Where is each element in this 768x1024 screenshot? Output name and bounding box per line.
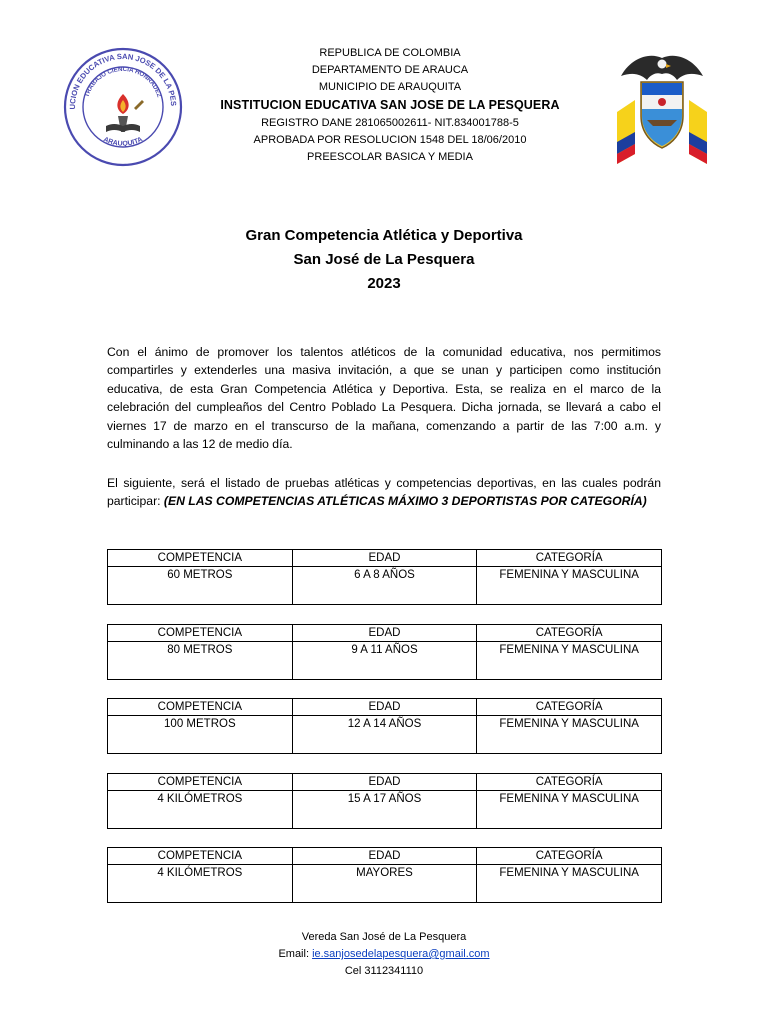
table-row: [108, 865, 662, 903]
competition-table: [107, 549, 662, 605]
header-categoria: CATEGORÍA: [477, 699, 662, 716]
department-line: DEPARTAMENTO DE ARAUCA: [311, 64, 469, 76]
levels-line: PREESCOLAR BASICA Y MEDIA: [307, 151, 473, 163]
cell-competencia: 100 METROS: [108, 716, 293, 754]
cell-categoria: FEMENINA Y MASCULINA: [477, 642, 662, 680]
header-categoria: CATEGORÍA: [477, 848, 662, 865]
competition-table: [107, 773, 662, 829]
document-title: [0, 224, 768, 296]
header-edad: EDAD: [292, 625, 477, 642]
svg-text:ARAUQUITA: [102, 136, 144, 148]
header-categoria: CATEGORÍA: [477, 774, 662, 791]
competition-table: [107, 624, 662, 680]
footer-address: Vereda San José de La Pesquera: [301, 931, 467, 943]
header-competencia: COMPETENCIA: [108, 699, 293, 716]
municipality-line: MUNICIPIO DE ARAUQUITA: [318, 81, 462, 93]
table-row: [108, 642, 662, 680]
school-seal-logo: [62, 46, 184, 168]
title-line-2: San José de La Pesquera: [293, 251, 475, 268]
footer-email-line: [0, 946, 768, 963]
header-edad: EDAD: [292, 699, 477, 716]
header-competencia: COMPETENCIA: [108, 848, 293, 865]
letterhead: [190, 45, 590, 166]
resolution-line: APROBADA POR RESOLUCION 1548 DEL 18/06/2010: [253, 134, 527, 146]
cell-competencia: 60 METROS: [108, 567, 293, 605]
header-competencia: COMPETENCIA: [108, 774, 293, 791]
events-intro-paragraph: [107, 474, 661, 511]
header-edad: EDAD: [292, 550, 477, 567]
cell-categoria: FEMENINA Y MASCULINA: [477, 791, 662, 829]
seal-motto-text: TRABAJO CIENCIA HONRADEZ: [83, 65, 163, 99]
cell-edad: 9 A 11 AÑOS: [292, 642, 477, 680]
header-competencia: COMPETENCIA: [108, 550, 293, 567]
cell-edad: 15 A 17 AÑOS: [292, 791, 477, 829]
cell-competencia: 4 KILÓMETROS: [108, 791, 293, 829]
header-categoria: CATEGORÍA: [477, 625, 662, 642]
athletes-limit-note: (EN LAS COMPETENCIAS ATLÉTICAS MÁXIMO 3 DEPORTISTAS POR CATEGORÍA): [163, 494, 647, 509]
school-name: INSTITUCION EDUCATIVA SAN JOSE DE LA PESQUERA: [220, 98, 560, 112]
table-row: [108, 567, 662, 605]
cell-edad: 12 A 14 AÑOS: [292, 716, 477, 754]
cell-edad: MAYORES: [292, 865, 477, 903]
header-categoria: CATEGORÍA: [477, 550, 662, 567]
coat-of-arms-logo: [613, 50, 711, 170]
email-label: Email:: [278, 948, 313, 960]
svg-text:TRABAJO CIENCIA HONRADEZ: [83, 66, 162, 98]
table-row: [108, 791, 662, 829]
registration-line: REGISTRO DANE 281065002611- NIT.834001788-5: [261, 117, 519, 129]
competition-table: [107, 847, 662, 903]
cell-competencia: 4 KILÓMETROS: [108, 865, 293, 903]
cell-categoria: FEMENINA Y MASCULINA: [477, 865, 662, 903]
cell-competencia: 80 METROS: [108, 642, 293, 680]
title-year: 2023: [367, 275, 401, 292]
cell-edad: 6 A 8 AÑOS: [292, 567, 477, 605]
email-link[interactable]: ie.sanjosedelapesquera@gmail.com: [312, 948, 490, 960]
footer-phone: Cel 3112341110: [344, 965, 424, 977]
header-edad: EDAD: [292, 774, 477, 791]
cell-categoria: FEMENINA Y MASCULINA: [477, 567, 662, 605]
events-intro-text: El siguiente, será el listado de pruebas atléticas y competencias deportivas, en las cuales podrán participar:: [107, 476, 661, 509]
seal-town-text: ARAUQUITA: [102, 136, 144, 148]
country-line: REPUBLICA DE COLOMBIA: [319, 47, 461, 59]
title-line-1: Gran Competencia Atlética y Deportiva: [245, 227, 523, 244]
intro-paragraph: Con el ánimo de promover los talentos atléticos de la comunidad educativa, nos permitimos compartirles y extenderles una masiva invitación, a que se unan y participen como institución educativa, de esta Gran Competencia Atlética y Deportiva. Esta, se realiza en el marco de la celebración del cumpleaños del Centro Poblado La Pesquera. Dicha jornada, se llevará a cabo el viernes 17 de marzo en el transcurso de la mañana, comenzando a partir de las 7:00 a.m. y culminando a las 12 de medio día.: [107, 345, 661, 452]
table-row: [108, 716, 662, 754]
competition-table: [107, 698, 662, 754]
seal-ring-text: UCION EDUCATIVA SAN JOSE DE LA PES: [67, 51, 179, 110]
header-competencia: COMPETENCIA: [108, 625, 293, 642]
footer: [0, 929, 768, 980]
cell-categoria: FEMENINA Y MASCULINA: [477, 716, 662, 754]
header-edad: EDAD: [292, 848, 477, 865]
